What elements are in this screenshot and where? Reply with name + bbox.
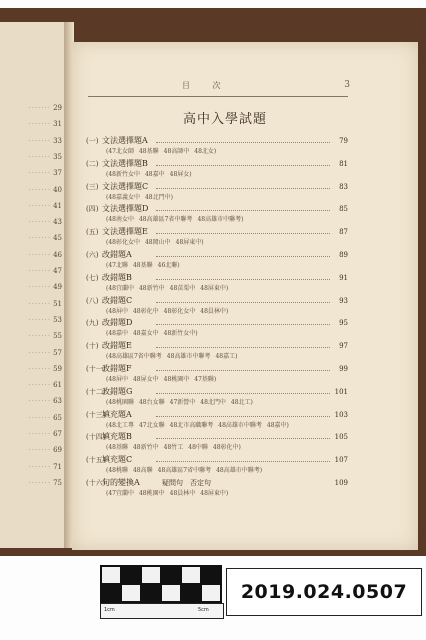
left-page-number: 45 [53,234,62,243]
left-page-number: 41 [53,201,62,210]
toc-entry-page: 79 [339,137,348,145]
toc-source-item: 48員林中 [169,490,196,497]
toc-source-item: 48嘉工) [215,353,238,361]
left-page-number: 47 [53,267,62,275]
toc-entry-page: 89 [339,251,348,259]
left-page-entry [29,397,63,405]
header-title: 目 次 [182,81,231,90]
left-page-entry [29,414,63,422]
checker-square [182,585,200,601]
toc-source-item: (48新竹女中 [106,170,140,178]
toc-source-item: (48桃聯 [106,467,128,475]
toc-source-item: 48彰化中) [212,444,241,452]
toc-entry [86,409,348,421]
left-page-leader: ······· [28,315,52,324]
toc-entry-leader [156,324,330,325]
toc-entry-sources [106,284,233,294]
checker-square [182,567,200,583]
left-page-number: 37 [53,169,62,178]
toc-entry-title: 句的變換A [102,478,140,487]
checker-square [202,585,220,601]
toc-entry [86,181,348,193]
toc-entry-sources [106,193,178,203]
toc-entry [86,363,348,375]
toc-source-item: 48中聯 [188,444,208,452]
toc-entry-leader [156,142,330,143]
left-page-number: 29 [53,104,62,112]
toc-source-item: 48高聯 [132,467,153,475]
left-page-leader: ······· [28,152,52,161]
toc-entry-title: 改錯題B [102,272,132,282]
toc-entry-sources [106,489,233,499]
toc-entry [86,158,348,170]
toc-entry-number: (一) [86,137,99,145]
left-page-number: 67 [53,430,62,438]
toc-entry-title-extra: 疑問句 否定句 [162,479,211,487]
left-page-number: 43 [53,218,62,227]
toc-entry-leader [156,347,330,348]
toc-entry-title: 改錯題F [102,364,132,373]
toc-entry [86,249,348,261]
left-page-number: 33 [53,136,62,145]
toc-entry [86,203,348,215]
checker-square [162,567,180,583]
toc-entry-sources [106,352,242,362]
toc-source-item: 48高雄市中聯考 [166,353,211,361]
toc-source-item: (47北女師 [106,148,134,155]
toc-entry-number: (十五) [86,456,106,465]
toc-entry-leader [156,416,330,417]
toc-source-item: (48南女中 [106,216,134,224]
left-page-entry [29,137,63,145]
header-rule [88,96,348,97]
checker-square [122,567,140,583]
left-page-number: 75 [53,478,62,487]
checker-square [122,585,140,601]
section-title: 高中入學試題 [182,112,267,127]
toc-entry-page: 87 [339,228,348,237]
toc-entry-title: 改錯題A [102,250,132,259]
toc-entry-sources [106,170,197,180]
left-page-entry [29,120,63,128]
toc-source-item: (48屏中 [106,376,128,383]
toc-source-item: 46北聯) [157,262,180,269]
toc-entry-sources [106,307,233,317]
toc-source-item: 48新竹中 [132,444,159,452]
left-page-number: 51 [53,299,62,308]
toc-entry [86,295,348,307]
toc-entry-leader [156,279,330,280]
left-page-entry [29,316,63,324]
checker-square [202,567,220,583]
toc-entry [86,340,348,352]
toc-source-item: 48新竹中 [138,284,165,292]
toc-entry-number: (十) [86,342,99,351]
left-page-number: 40 [53,185,62,194]
toc-source-item: 48高師中 [163,148,190,155]
toc-source-item: 48屏東中) [200,284,229,292]
toc-entry-leader [156,302,330,303]
toc-entry-title: 填充題C [102,455,133,465]
toc-source-item: 48嘉女中 [132,330,159,338]
toc-entry-title: 文法選擇題A [102,136,148,145]
left-page-number: 69 [53,446,62,455]
left-page-number: 71 [53,462,62,471]
left-page-leader: ······· [28,478,52,487]
toc-entry-sources [106,238,209,248]
toc-entry-title: 填充題B [102,432,132,442]
left-page-number: 63 [53,397,62,406]
left-page-entry [29,104,63,112]
toc-entry-page: 103 [334,410,348,419]
toc-entry-number: (四) [86,205,99,214]
toc-source-item: 48基聯 [138,148,159,155]
toc-source-item: 48新竹女中) [163,330,198,338]
toc-source-item: 47基聯) [194,376,217,383]
left-page-entry [29,365,63,373]
toc-entry-sources [106,375,221,385]
left-page-entry [29,251,63,259]
checker-square [102,585,120,601]
left-page-number: 57 [53,348,62,357]
left-page-entry [29,186,63,194]
checker-square [162,585,180,601]
left-page-leader: ······· [28,120,52,129]
toc-source-item: 48北門中) [144,193,173,201]
left-page-entry [29,332,63,340]
toc-entry-sources [106,329,203,339]
toc-entry [86,317,348,329]
toc-entry-title: 改錯題D [102,318,133,328]
toc-source-item: (48北工專 [106,421,134,429]
left-page-entry [29,169,63,177]
left-page-leader: ······· [28,348,52,357]
toc-entry-leader [156,165,330,166]
left-page-entry [29,479,63,487]
toc-entry-leader [156,393,330,394]
left-page-leader: ······· [28,299,52,308]
toc-entry-leader [156,210,330,211]
toc-source-item: 48屏女中 [132,376,159,383]
toc-entry-leader [156,438,330,439]
toc-entry [86,431,348,443]
toc-source-item: 48高雄市中聯考) [197,216,244,224]
toc-entry-title: 文法選擇題B [102,158,148,168]
toc-source-item: 48嘉中 [144,170,165,178]
left-page-entry [29,153,63,161]
toc-source-item: 48屏東中) [200,490,229,497]
toc-entry-page: 85 [339,205,348,214]
left-page-entry [29,267,63,275]
toc-entry-number: (二) [86,159,99,168]
toc-entry-number: (十三) [86,410,106,419]
left-page-number: 31 [53,120,62,129]
toc-source-item: 48北工) [230,398,253,406]
checker-square [142,585,160,601]
left-page-entry [29,463,63,471]
left-page-leader: ······· [28,104,52,112]
toc-entry-sources [106,443,246,453]
toc-source-item: 48彰化中 [132,307,159,315]
left-page-leader: ······· [28,169,52,178]
toc-entry [86,272,348,284]
toc-entry [86,477,348,489]
scale-label-left: 1cm [104,607,115,613]
left-page-entry [29,430,63,438]
left-page-entry [29,381,63,389]
scale-label-right: 5cm [198,607,209,613]
toc-source-item: 48岡山中 [144,239,171,247]
toc-entry-leader [156,188,330,189]
toc-entry-title: 改錯題C [102,295,133,305]
left-page-leader: ······· [28,430,52,438]
left-page-leader: ······· [28,250,52,259]
left-page-number: 35 [53,152,62,161]
toc-source-item: 48桃園中 [163,376,190,383]
toc-entry-title: 文法選擇題E [102,227,148,237]
toc-entry-number: (十四) [86,433,106,442]
left-page-leader: ······· [28,234,52,243]
toc-source-item: 48高雄市中聯考) [216,467,263,475]
toc-entry-sources [106,261,185,271]
toc-source-item: (48彰化女中 [106,239,140,247]
checker-square [102,567,120,583]
left-page-number: 53 [53,315,62,324]
left-page-leader: ······· [28,381,52,390]
toc-entry-page: 81 [339,159,348,168]
toc-entry-page: 95 [339,319,348,328]
toc-entry-page: 107 [334,456,348,465]
toc-source-item: 48基聯 [132,262,153,269]
toc-source-item: 48桃園中 [138,490,165,497]
checker-square [142,567,160,583]
left-page-number: 46 [53,250,62,259]
toc-entry-page: 97 [339,342,348,351]
toc-entry-sources [106,147,221,157]
toc-entry-leader [156,256,330,257]
toc-entry-page: 93 [339,296,348,305]
toc-source-item: (47宜蘭中 [106,490,134,497]
toc-source-item: 48高雄區7省中聯考 [138,216,193,224]
toc-source-item: 48屏東中) [175,239,204,247]
left-page-leader: ······· [28,332,52,341]
toc-entry [86,386,348,398]
toc-source-item: 48高雄區7省中聯考 [157,467,212,475]
left-page-entry [29,202,63,210]
left-page-entry [29,218,63,226]
toc-source-item: 48北門中 [200,398,226,406]
toc-entry-number: (五) [86,228,99,237]
toc-entry-page: 101 [334,387,348,396]
toc-source-item: 47新營中 [169,398,196,406]
toc-entry [86,135,348,147]
left-page-leader: ······· [28,364,52,373]
left-page-leader: ······· [28,413,52,422]
toc-source-item: (48嘉義女中 [106,193,140,201]
toc-source-item: 48員林中) [200,307,229,315]
accession-number: 2019.024.0507 [226,568,422,616]
toc-entry-title: 填充題A [102,409,132,419]
left-page-leader: ······· [28,185,52,194]
toc-source-item: (48基聯 [106,444,128,452]
color-checker [100,565,222,617]
toc-entry [86,226,348,238]
toc-source-item: 48高雄市中聯考 [218,421,262,429]
toc-entry-page: 83 [339,182,348,191]
toc-source-item: (48高雄區7省中聯考 [106,353,162,361]
toc-entry-sources [106,421,294,431]
left-page-number: 61 [53,381,62,390]
left-page-leader: ······· [28,462,52,471]
left-page-entry [29,446,63,454]
toc-entry-leader [156,233,330,234]
toc-source-item: (48嘉中 [106,330,128,338]
toc-entry-leader [156,461,330,462]
left-page-leader: ······· [28,201,52,210]
left-page-number: 55 [53,332,62,341]
toc-entry-title: 改錯題G [102,386,133,396]
toc-source-item: 47北女聯 [138,421,165,429]
left-page-number: 65 [53,413,62,422]
toc-entry-number: (八) [86,296,99,305]
left-page-leader: ······· [28,136,52,145]
left-page-number: 59 [53,364,62,373]
left-page-entry [29,234,63,242]
left-page-entry [29,300,63,308]
toc-entry-number: (三) [86,182,99,191]
toc-entry-page: 109 [334,479,348,487]
toc-entry-page: 105 [334,433,348,442]
toc-source-item: 48苗栗中 [169,284,196,292]
toc-entry [86,454,348,466]
toc-entry-leader [156,370,330,371]
toc-entry-page: 91 [339,273,348,282]
toc-entry-sources [106,466,267,476]
toc-entry-title: 改錯題E [102,341,132,351]
left-page-leader: ······· [28,283,52,292]
toc-entry-sources [106,215,248,225]
toc-source-item: 48嘉中) [266,421,289,429]
toc-source-item: (48桃園聯 [106,398,134,406]
left-page-number: 49 [53,283,62,292]
toc-entry-title: 文法選擇題D [102,204,149,214]
toc-source-item: 48屏女) [169,170,192,178]
toc-source-item: 48台女聯 [138,398,165,406]
toc-entry-page: 99 [339,365,348,373]
page-header [88,80,350,94]
left-page-entry [29,283,63,291]
left-page-leader: ······· [28,218,52,227]
toc-source-item: (47北聯 [106,262,128,269]
toc-entry-number: (九) [86,319,99,328]
toc-entry-number: (十一) [86,365,106,373]
left-page-entry [29,349,63,357]
left-page-leader: ······· [28,267,52,275]
toc-entry-sources [106,398,258,408]
toc-entry-number: (七) [86,273,99,282]
toc-entry-number: (六) [86,251,99,259]
toc-source-item: 48彰化女中 [163,307,196,315]
toc-source-item: 48北女) [194,148,217,155]
toc-source-item: 48竹工 [163,444,184,452]
toc-source-item: 48北市高職聯考 [169,421,214,429]
left-page-leader: ······· [28,397,52,406]
left-page-leader: ······· [28,446,52,455]
left-page [0,22,68,548]
toc-entry-number: (十二) [86,387,106,396]
header-page-number: 3 [344,80,350,90]
toc-entry-number: (十六) [86,479,106,487]
toc-source-item: (48宜蘭中 [106,284,134,292]
toc-source-item: (48屏中 [106,307,128,315]
toc-entry-title: 文法選擇題C [102,181,149,191]
